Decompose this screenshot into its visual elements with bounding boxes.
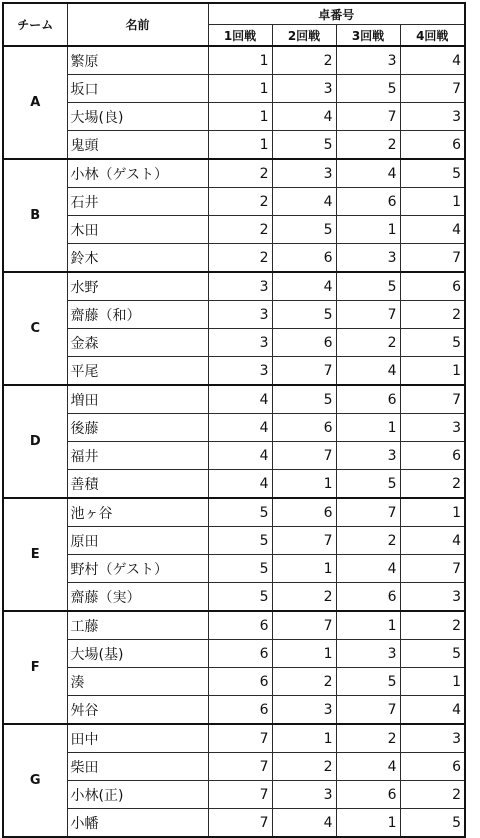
table-number-round-4: 5 [400, 329, 465, 357]
player-name: 池ヶ谷 [67, 498, 208, 527]
table-row [3, 103, 465, 131]
table-number-round-4: 4 [400, 527, 465, 555]
table-row [3, 611, 465, 640]
table-row [3, 696, 465, 725]
table-number-round-1: 5 [208, 583, 272, 612]
table-row [3, 244, 465, 273]
table-number-round-2: 4 [272, 188, 336, 216]
table-number-round-2: 3 [272, 696, 336, 725]
table-number-round-3: 3 [336, 46, 400, 75]
table-row [3, 583, 465, 612]
header-round-4: 4回戦 [400, 25, 465, 47]
table-number-round-1: 4 [208, 442, 272, 470]
table-number-round-4: 3 [400, 583, 465, 612]
table-number-round-4: 2 [400, 611, 465, 640]
team-group-5 [3, 611, 465, 724]
player-name: 齋藤（和） [67, 301, 208, 329]
table-number-round-1: 3 [208, 357, 272, 386]
table-number-round-4: 1 [400, 188, 465, 216]
team-group-0 [3, 46, 465, 159]
table-number-round-1: 6 [208, 640, 272, 668]
table-number-round-1: 2 [208, 244, 272, 273]
table-row [3, 75, 465, 103]
table-number-round-2: 5 [272, 131, 336, 160]
table-row [3, 159, 465, 188]
table-number-round-2: 7 [272, 357, 336, 386]
table-number-round-1: 6 [208, 668, 272, 696]
player-name: 鈴木 [67, 244, 208, 273]
table-number-round-3: 1 [336, 216, 400, 244]
player-name: 小幡 [67, 809, 208, 838]
header-team: チーム [3, 3, 67, 46]
team-group-1 [3, 159, 465, 272]
player-name: 大場(基) [67, 640, 208, 668]
table-number-round-4: 7 [400, 75, 465, 103]
table-number-round-3: 1 [336, 414, 400, 442]
table-number-round-4: 2 [400, 301, 465, 329]
table-number-round-4: 7 [400, 385, 465, 414]
table-number-round-3: 4 [336, 555, 400, 583]
table-number-round-3: 2 [336, 724, 400, 753]
table-number-round-2: 2 [272, 583, 336, 612]
header-round-1: 1回戦 [208, 25, 272, 47]
player-name: 水野 [67, 272, 208, 301]
table-row [3, 753, 465, 781]
table-number-round-3: 3 [336, 244, 400, 273]
table-number-round-2: 6 [272, 244, 336, 273]
table-number-round-1: 3 [208, 272, 272, 301]
team-label: G [3, 724, 67, 837]
table-row [3, 498, 465, 527]
table-number-round-2: 5 [272, 301, 336, 329]
player-name: 石井 [67, 188, 208, 216]
header-round-3: 3回戦 [336, 25, 400, 47]
team-group-3 [3, 385, 465, 498]
table-row [3, 329, 465, 357]
table-number-round-4: 1 [400, 498, 465, 527]
team-label: C [3, 272, 67, 385]
table-number-round-2: 1 [272, 555, 336, 583]
table-row [3, 668, 465, 696]
table-number-round-3: 7 [336, 103, 400, 131]
table-number-round-1: 2 [208, 216, 272, 244]
table-number-round-4: 6 [400, 131, 465, 160]
table-number-round-3: 7 [336, 498, 400, 527]
table-number-round-3: 3 [336, 640, 400, 668]
table-row [3, 414, 465, 442]
player-name: 鬼頭 [67, 131, 208, 160]
table-row [3, 470, 465, 499]
table-number-round-4: 7 [400, 244, 465, 273]
table-number-round-3: 5 [336, 272, 400, 301]
table-number-round-2: 2 [272, 46, 336, 75]
table-row [3, 357, 465, 386]
player-name: 善積 [67, 470, 208, 499]
player-name: 後藤 [67, 414, 208, 442]
table-number-round-2: 6 [272, 498, 336, 527]
player-name: 原田 [67, 527, 208, 555]
table-number-round-2: 3 [272, 781, 336, 809]
table-header [3, 3, 465, 46]
player-name: 繁原 [67, 46, 208, 75]
header-name: 名前 [67, 3, 208, 46]
table-row [3, 301, 465, 329]
table-number-round-3: 2 [336, 329, 400, 357]
table-number-round-4: 5 [400, 809, 465, 838]
table-number-round-1: 7 [208, 724, 272, 753]
team-label: D [3, 385, 67, 498]
table-number-round-4: 4 [400, 216, 465, 244]
header-table-number: 卓番号 [208, 3, 465, 25]
player-name: 田中 [67, 724, 208, 753]
table-row [3, 724, 465, 753]
table-number-round-1: 3 [208, 301, 272, 329]
player-name: 湊 [67, 668, 208, 696]
team-label: A [3, 46, 67, 159]
table-row [3, 131, 465, 160]
table-row [3, 781, 465, 809]
table-number-round-3: 1 [336, 611, 400, 640]
table-row [3, 555, 465, 583]
table-number-round-3: 2 [336, 527, 400, 555]
table-number-round-3: 7 [336, 301, 400, 329]
team-group-6 [3, 724, 465, 837]
table-number-round-1: 3 [208, 329, 272, 357]
player-name: 大場(良) [67, 103, 208, 131]
table-number-round-1: 1 [208, 46, 272, 75]
table-row [3, 188, 465, 216]
player-name: 小林(正) [67, 781, 208, 809]
table-number-round-4: 5 [400, 640, 465, 668]
table-number-round-3: 6 [336, 583, 400, 612]
table-row [3, 385, 465, 414]
table-number-round-2: 4 [272, 272, 336, 301]
table-number-round-1: 5 [208, 555, 272, 583]
table-number-round-2: 7 [272, 527, 336, 555]
table-number-round-3: 6 [336, 385, 400, 414]
table-number-round-1: 1 [208, 103, 272, 131]
player-name: 坂口 [67, 75, 208, 103]
table-number-round-1: 7 [208, 781, 272, 809]
table-number-round-1: 1 [208, 131, 272, 160]
player-name: 舛谷 [67, 696, 208, 725]
table-number-round-4: 1 [400, 357, 465, 386]
team-label: F [3, 611, 67, 724]
table-row [3, 809, 465, 838]
player-name: 福井 [67, 442, 208, 470]
table-number-round-1: 4 [208, 385, 272, 414]
table-number-round-1: 1 [208, 75, 272, 103]
table-number-round-1: 2 [208, 188, 272, 216]
player-name: 小林（ゲスト） [67, 159, 208, 188]
table-number-round-2: 1 [272, 724, 336, 753]
table-number-round-2: 4 [272, 103, 336, 131]
table-number-round-3: 5 [336, 668, 400, 696]
table-number-round-2: 4 [272, 809, 336, 838]
table-number-round-1: 6 [208, 696, 272, 725]
table-number-round-3: 6 [336, 188, 400, 216]
table-number-round-2: 3 [272, 75, 336, 103]
seating-table [2, 2, 466, 838]
table-number-round-2: 5 [272, 385, 336, 414]
table-number-round-2: 5 [272, 216, 336, 244]
player-name: 増田 [67, 385, 208, 414]
table-number-round-4: 2 [400, 470, 465, 499]
header-round-2: 2回戦 [272, 25, 336, 47]
table-number-round-3: 7 [336, 696, 400, 725]
table-number-round-4: 1 [400, 668, 465, 696]
table-number-round-2: 6 [272, 414, 336, 442]
table-number-round-1: 7 [208, 753, 272, 781]
table-number-round-3: 3 [336, 442, 400, 470]
table-number-round-4: 5 [400, 159, 465, 188]
table-number-round-4: 3 [400, 414, 465, 442]
table-number-round-3: 5 [336, 75, 400, 103]
table-number-round-1: 2 [208, 159, 272, 188]
team-group-4 [3, 498, 465, 611]
table-number-round-4: 2 [400, 781, 465, 809]
team-label: B [3, 159, 67, 272]
player-name: 齋藤（実） [67, 583, 208, 612]
table-number-round-3: 1 [336, 809, 400, 838]
player-name: 野村（ゲスト） [67, 555, 208, 583]
table-number-round-3: 4 [336, 357, 400, 386]
table-number-round-4: 3 [400, 103, 465, 131]
table-row [3, 46, 465, 75]
table-number-round-3: 4 [336, 159, 400, 188]
table-number-round-2: 1 [272, 640, 336, 668]
table-number-round-4: 6 [400, 442, 465, 470]
table-number-round-2: 1 [272, 470, 336, 499]
table-number-round-1: 5 [208, 498, 272, 527]
table-number-round-4: 6 [400, 272, 465, 301]
table-row [3, 216, 465, 244]
table-row [3, 527, 465, 555]
table-number-round-3: 5 [336, 470, 400, 499]
table-number-round-2: 7 [272, 611, 336, 640]
team-group-2 [3, 272, 465, 385]
table-number-round-1: 7 [208, 809, 272, 838]
table-number-round-1: 5 [208, 527, 272, 555]
table-number-round-2: 3 [272, 159, 336, 188]
table-number-round-3: 6 [336, 781, 400, 809]
table-number-round-1: 6 [208, 611, 272, 640]
table-row [3, 442, 465, 470]
table-number-round-4: 7 [400, 555, 465, 583]
table-number-round-4: 6 [400, 753, 465, 781]
table-number-round-4: 4 [400, 696, 465, 725]
player-name: 平尾 [67, 357, 208, 386]
table-number-round-2: 2 [272, 753, 336, 781]
table-number-round-4: 4 [400, 46, 465, 75]
table-number-round-2: 2 [272, 668, 336, 696]
table-row [3, 272, 465, 301]
table-number-round-2: 7 [272, 442, 336, 470]
table-row [3, 640, 465, 668]
table-number-round-3: 2 [336, 131, 400, 160]
table-number-round-1: 4 [208, 470, 272, 499]
player-name: 工藤 [67, 611, 208, 640]
player-name: 柴田 [67, 753, 208, 781]
team-label: E [3, 498, 67, 611]
table-number-round-2: 6 [272, 329, 336, 357]
player-name: 金森 [67, 329, 208, 357]
table-number-round-4: 3 [400, 724, 465, 753]
player-name: 木田 [67, 216, 208, 244]
table-number-round-3: 4 [336, 753, 400, 781]
table-number-round-1: 4 [208, 414, 272, 442]
